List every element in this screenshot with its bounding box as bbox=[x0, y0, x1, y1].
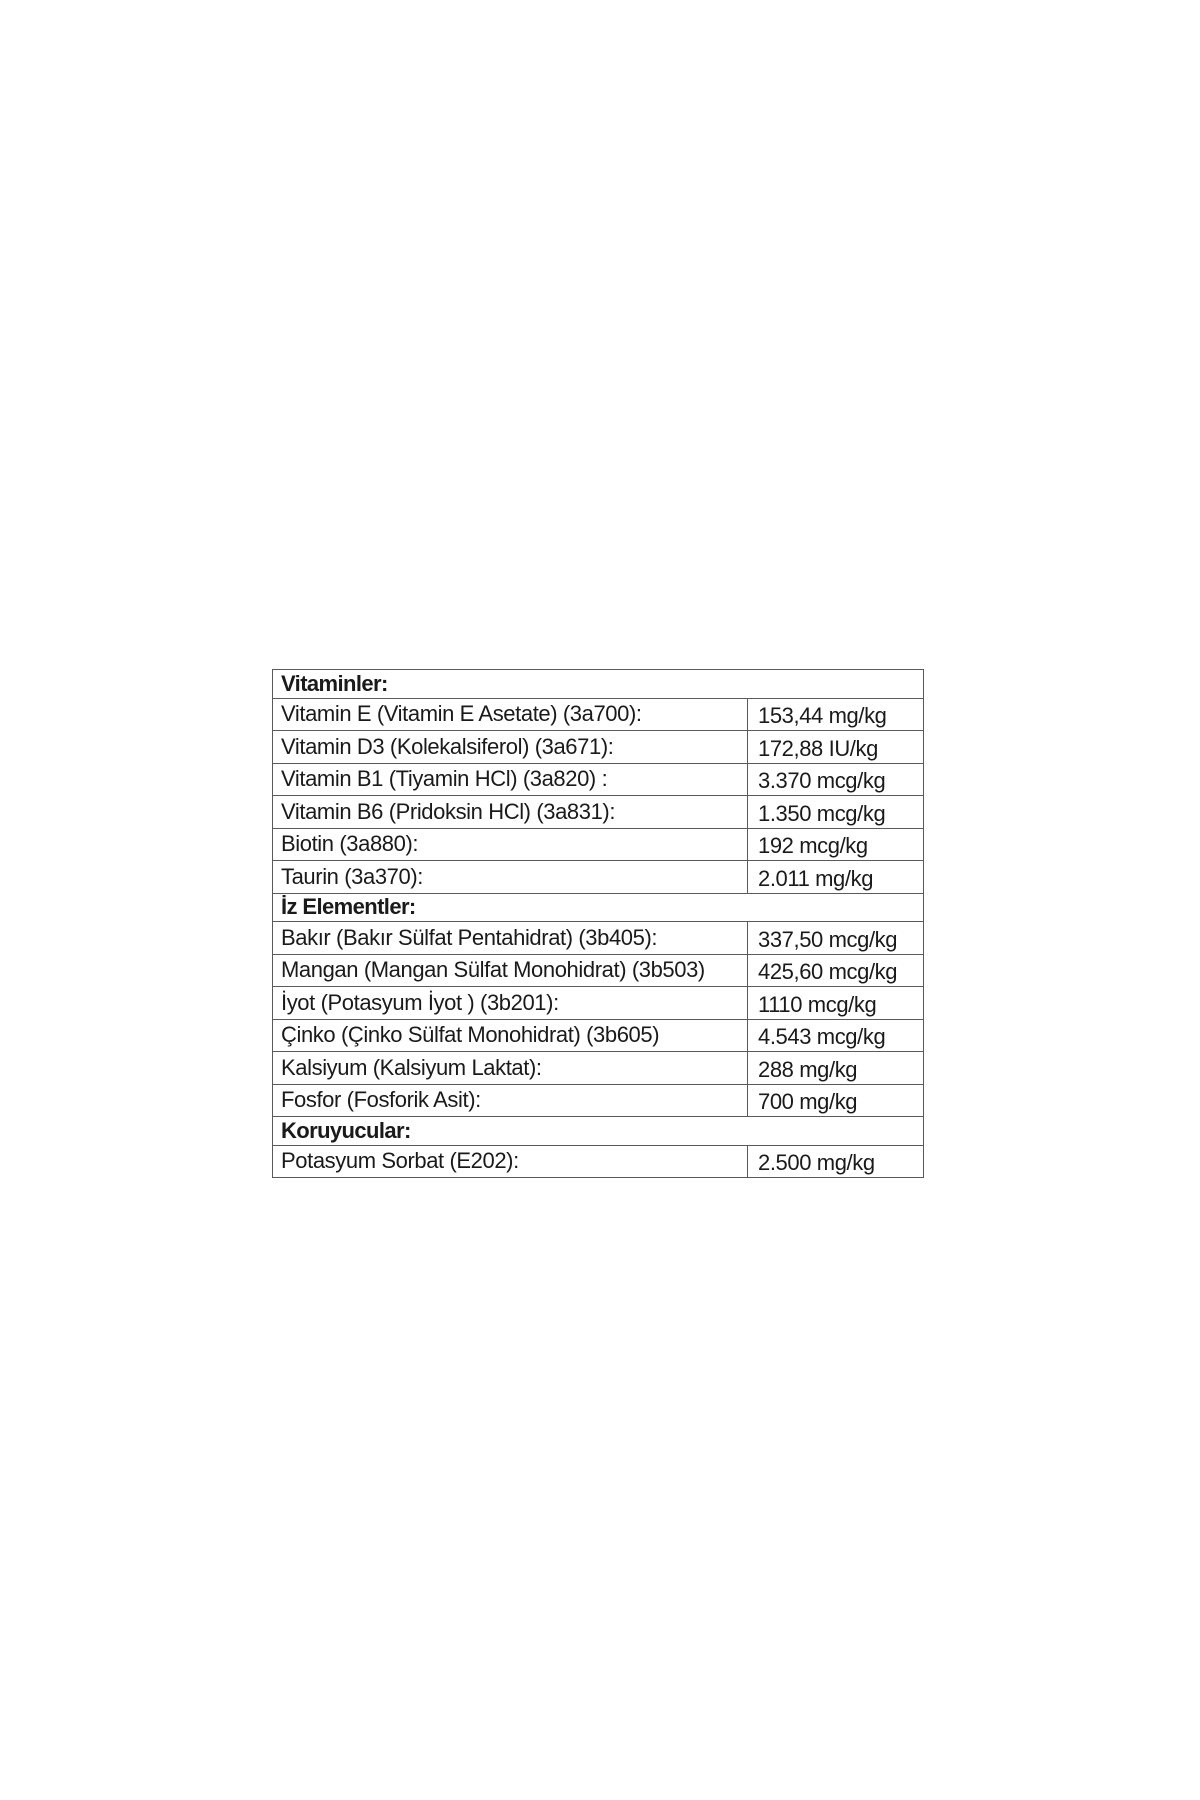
table-row bbox=[273, 1019, 924, 1052]
table-row bbox=[273, 987, 924, 1020]
ingredient-name: Fosfor (Fosforik Asit): bbox=[273, 1084, 748, 1117]
ingredient-value: 700 mg/kg bbox=[748, 1084, 924, 1117]
ingredient-value: 1.350 mcg/kg bbox=[748, 796, 924, 829]
table-row bbox=[273, 922, 924, 955]
ingredient-name: Çinko (Çinko Sülfat Monohidrat) (3b605) bbox=[273, 1019, 748, 1052]
table-row bbox=[273, 954, 924, 987]
ingredient-value: 4.543 mcg/kg bbox=[748, 1019, 924, 1052]
ingredient-value: 337,50 mcg/kg bbox=[748, 922, 924, 955]
ingredient-name: Vitamin D3 (Kolekalsiferol) (3a671): bbox=[273, 731, 748, 764]
table-row bbox=[273, 796, 924, 829]
ingredient-name: Vitamin B6 (Pridoksin HCl) (3a831): bbox=[273, 796, 748, 829]
section-heading: Koruyucular: bbox=[273, 1117, 924, 1146]
section-header-vitaminler bbox=[273, 670, 924, 699]
ingredient-name: Vitamin B1 (Tiyamin HCl) (3a820) : bbox=[273, 763, 748, 796]
table-row bbox=[273, 763, 924, 796]
ingredient-name: Bakır (Bakır Sülfat Pentahidrat) (3b405): bbox=[273, 922, 748, 955]
table-row bbox=[273, 1052, 924, 1085]
ingredient-name: Biotin (3a880): bbox=[273, 828, 748, 861]
table-row bbox=[273, 1084, 924, 1117]
ingredient-name: Potasyum Sorbat (E202): bbox=[273, 1145, 748, 1178]
ingredient-value: 2.011 mg/kg bbox=[748, 861, 924, 894]
ingredient-value: 288 mg/kg bbox=[748, 1052, 924, 1085]
table-row bbox=[273, 861, 924, 894]
ingredient-value: 192 mcg/kg bbox=[748, 828, 924, 861]
section-header-iz-elementler bbox=[273, 893, 924, 922]
ingredient-name: İyot (Potasyum İyot ) (3b201): bbox=[273, 987, 748, 1020]
ingredient-value: 1110 mcg/kg bbox=[748, 987, 924, 1020]
section-heading: Vitaminler: bbox=[273, 670, 924, 699]
ingredient-name: Mangan (Mangan Sülfat Monohidrat) (3b503) bbox=[273, 954, 748, 987]
table-row bbox=[273, 731, 924, 764]
ingredient-value: 153,44 mg/kg bbox=[748, 698, 924, 731]
ingredient-name: Kalsiyum (Kalsiyum Laktat): bbox=[273, 1052, 748, 1085]
ingredient-name: Taurin (3a370): bbox=[273, 861, 748, 894]
ingredient-name: Vitamin E (Vitamin E Asetate) (3a700): bbox=[273, 698, 748, 731]
section-heading: İz Elementler: bbox=[273, 893, 924, 922]
composition-table bbox=[272, 669, 924, 1178]
table-row bbox=[273, 1145, 924, 1178]
ingredient-value: 425,60 mcg/kg bbox=[748, 954, 924, 987]
table-row bbox=[273, 698, 924, 731]
section-header-koruyucular bbox=[273, 1117, 924, 1146]
ingredient-value: 172,88 IU/kg bbox=[748, 731, 924, 764]
ingredient-value: 3.370 mcg/kg bbox=[748, 763, 924, 796]
ingredient-value: 2.500 mg/kg bbox=[748, 1145, 924, 1178]
table-row bbox=[273, 828, 924, 861]
